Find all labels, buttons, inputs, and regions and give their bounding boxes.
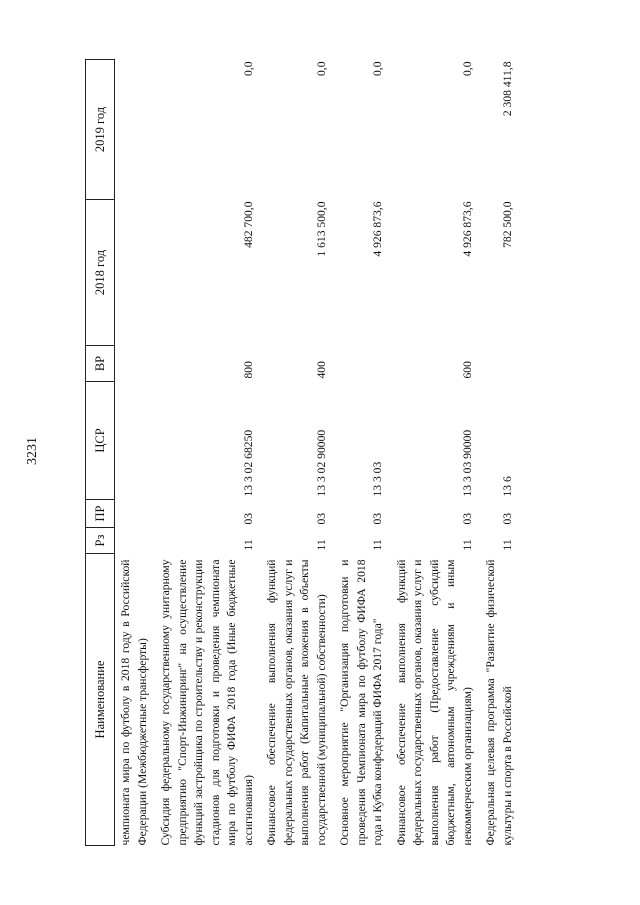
row-2019: 0,0 bbox=[371, 61, 384, 76]
table-header-row bbox=[86, 60, 115, 846]
budget-table bbox=[85, 59, 520, 846]
table-row bbox=[391, 60, 481, 846]
row-pr: 03 bbox=[314, 512, 328, 525]
col-header-2018: 2018 год bbox=[86, 200, 115, 346]
table-row bbox=[480, 60, 520, 846]
table-row bbox=[155, 60, 261, 846]
row-rz bbox=[115, 528, 156, 554]
col-header-vr: ВР bbox=[86, 346, 115, 382]
row-2019: 0,0 bbox=[241, 61, 255, 76]
row-name: Финансовое обеспечение выполнения функций федеральных государственных органов, оказания услуг и выполнения работ (Капитальные вложения в объекты государственной (муниципальной) собственности) bbox=[265, 559, 328, 846]
row-vr bbox=[334, 346, 391, 382]
row-vr: 800 bbox=[241, 361, 255, 379]
table-row bbox=[261, 60, 334, 846]
row-2019 bbox=[115, 60, 156, 200]
row-2018: 4 926 873,6 bbox=[371, 201, 384, 257]
col-header-2019: 2019 год bbox=[86, 60, 115, 200]
row-vr bbox=[115, 346, 156, 382]
row-pr: 03 bbox=[371, 512, 384, 525]
row-2018: 4 926 873,6 bbox=[460, 201, 474, 257]
table-row bbox=[334, 60, 391, 846]
row-pr: 03 bbox=[460, 512, 474, 525]
row-csr: 13 6 bbox=[500, 476, 514, 497]
row-rz: 11 bbox=[371, 539, 384, 551]
row-name: чемпионата мира по футболу в 2018 году в Российской Федерации (Межбюджетные трансферты) bbox=[119, 559, 149, 846]
table-row bbox=[115, 60, 156, 846]
row-rz: 11 bbox=[314, 539, 328, 551]
row-name: Федеральная целевая программа "Развитие физической культуры и спорта в Российской bbox=[484, 559, 514, 846]
row-vr bbox=[480, 346, 520, 382]
col-header-pr: ПР bbox=[86, 500, 115, 528]
page-number: 3231 bbox=[25, 437, 40, 465]
row-rz: 11 bbox=[500, 539, 514, 551]
row-name: Основное мероприятие "Организация подготовки и проведения Чемпионата мира по футболу ФИФА 2018 года и Кубка конфедераций ФИФА 2017 года" bbox=[338, 559, 384, 846]
row-2018: 482 700,0 bbox=[241, 201, 255, 248]
budget-table-page bbox=[85, 60, 605, 846]
row-pr: 03 bbox=[241, 512, 255, 525]
row-rz: 11 bbox=[460, 539, 474, 551]
row-pr: 03 bbox=[500, 512, 514, 525]
col-header-name: Наименование bbox=[86, 554, 115, 846]
row-csr: 13 3 03 bbox=[371, 461, 384, 497]
row-2019: 0,0 bbox=[460, 61, 474, 76]
row-pr bbox=[115, 500, 156, 528]
row-csr bbox=[115, 382, 156, 500]
row-rz: 11 bbox=[241, 539, 255, 551]
col-header-csr: ЦСР bbox=[86, 382, 115, 500]
row-2018: 1 613 500,0 bbox=[314, 201, 328, 257]
row-2019: 2 308 411,8 bbox=[500, 61, 514, 117]
row-name: Финансовое обеспечение выполнения функций федеральных государственных органов, оказания услуг и выполнения работ (Предоставление субсидий бюджетным, автономным учреждениям и иным некоммерческим организациям) bbox=[394, 559, 474, 846]
row-2018: 782 500,0 bbox=[500, 201, 514, 248]
col-header-rz: Рз bbox=[86, 528, 115, 554]
row-vr: 400 bbox=[314, 361, 328, 379]
table-body bbox=[115, 60, 521, 846]
row-vr: 600 bbox=[460, 361, 474, 379]
row-csr: 13 3 02 68250 bbox=[241, 429, 255, 497]
row-2019: 0,0 bbox=[314, 61, 328, 76]
row-csr: 13 3 03 90000 bbox=[460, 429, 474, 497]
row-csr: 13 3 02 90000 bbox=[314, 429, 328, 497]
row-name: Субсидия федеральному государственному унитарному предприятию "Спорт-Инжиниринг" на осуществление функций застройщика по строительству и реконструкции стадионов для подготовки и проведения чемпионата мира по футболу ФИФА 2018 года (Иные бюджетные ассигнования) bbox=[159, 559, 255, 846]
row-2018 bbox=[115, 200, 156, 346]
